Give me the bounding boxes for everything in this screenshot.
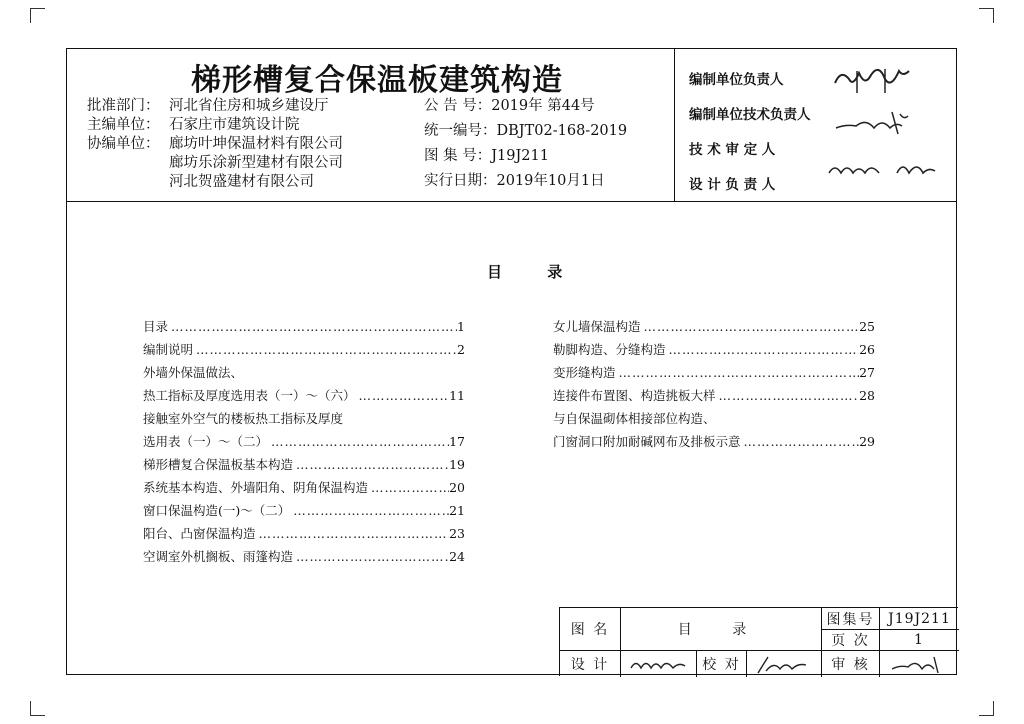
toc-right-column [553,315,875,453]
signature-unit-head [827,63,917,97]
review-label: 审 核 [821,650,879,677]
responsible-roles [689,67,811,207]
crop-mark-top-right [979,8,994,23]
toc-entry[interactable]: 变形缝构造 …………………………………………………………………………………………………………… 27 [553,361,875,384]
toc-entry[interactable]: 编制说明 …………………………………………………………………………………………………………… 2 [143,338,465,361]
header-vertical-divider [674,49,675,201]
toc-entry[interactable]: 热工指标及厚度选用表（一）～（六） …………………………………………………………………………………………………………… 11 [143,384,465,407]
document-title: 梯形槽复合保温板建筑构造 [191,63,563,98]
signature-design-head [825,155,945,183]
cooperator: 河北贺盛建材有限公司 [169,174,314,190]
role-unit-head: 编制单位负责人 [689,72,784,88]
header-divider [67,201,956,202]
toc-entry[interactable]: 门窗洞口附加耐碱网布及排板示意 …………………………………………………………………………………………………………… 29 [553,430,875,453]
drawing-frame [66,48,957,675]
drawing-name: 目 录 [620,608,821,650]
crop-mark-bottom-right [979,701,994,716]
cooperator-label: 协编单位： [87,136,160,152]
role-design-head: 设 计 负 责 人 [689,177,776,193]
effective-date: 实行日期：2019年10月1日 [424,173,605,189]
signature-tech-head [832,104,922,138]
editor: 石家庄市建筑设计院 [169,117,300,133]
page-label: 页 次 [821,629,879,650]
signature-design [627,654,691,674]
atlas-value: J19J211 [879,608,959,629]
design-signature [620,650,696,677]
toc-entry[interactable]: 目录 …………………………………………………………………………………………………………… 1 [143,315,465,338]
cooperator: 廊坊叶坤保温材料有限公司 [169,136,343,152]
atlas-label: 图集号 [821,608,879,629]
signature-check [752,653,816,675]
toc-entry[interactable]: 外墙外保温做法、 [143,365,244,380]
unified-code: 统一编号：DBJT02-168-2019 [424,123,628,139]
toc-entry[interactable]: 勒脚构造、分缝构造 …………………………………………………………………………………………………………… 26 [553,338,875,361]
check-signature [746,650,821,677]
toc-left-column [143,315,465,568]
title-block [559,607,958,676]
toc-entry[interactable]: 选用表（一）～（二） …………………………………………………………………………………………………………… 17 [143,430,465,453]
role-tech-head: 编制单位技术负责人 [689,107,811,123]
crop-mark-top-left [30,8,45,23]
approver: 河北省住房和城乡建设厅 [169,98,329,114]
toc-entry[interactable]: 连接件布置图、构造挑板大样 …………………………………………………………………………………………………………… 28 [553,384,875,407]
atlas-number: 图 集 号：J19J211 [424,148,549,164]
approval-info [87,97,343,192]
role-tech-reviewer: 技 术 审 定 人 [689,142,776,158]
drawing-name-label: 图 名 [570,622,610,638]
crop-mark-bottom-left [30,701,45,716]
notice-number: 公 告 号：2019年 第44号 [424,98,595,114]
toc-entry[interactable]: 系统基本构造、外墙阳角、阴角保温构造 …………………………………………………………………………………………………………… 20 [143,476,465,499]
toc-title: 目 录 [487,263,583,281]
page-value: 1 [879,629,959,650]
toc-entry[interactable]: 空调室外机搁板、雨篷构造 …………………………………………………………………………………………………………… 24 [143,545,465,568]
toc-entry[interactable]: 接触室外空气的楼板热工指标及厚度 [143,411,344,426]
check-label: 校 对 [696,650,746,677]
design-label: 设 计 [560,650,620,677]
toc-entry[interactable]: 梯形槽复合保温板基本构造 …………………………………………………………………………………………………………… 19 [143,453,465,476]
approver-label: 批准部门： [87,98,160,114]
toc-entry[interactable]: 窗口保温构造(一)～（二） …………………………………………………………………………………………………………… 21 [143,499,465,522]
toc-entry[interactable]: 与自保温砌体相接部位构造、 [553,411,716,426]
editor-label: 主编单位： [87,117,160,133]
cooperator: 廊坊乐涂新型建材有限公司 [169,155,343,171]
publication-info [424,97,627,197]
toc-entry[interactable]: 阳台、凸窗保温构造 …………………………………………………………………………………………………………… 23 [143,522,465,545]
review-signature [879,650,959,677]
signature-review [888,653,952,675]
toc-entry[interactable]: 女儿墙保温构造 …………………………………………………………………………………………………………… 25 [553,315,875,338]
